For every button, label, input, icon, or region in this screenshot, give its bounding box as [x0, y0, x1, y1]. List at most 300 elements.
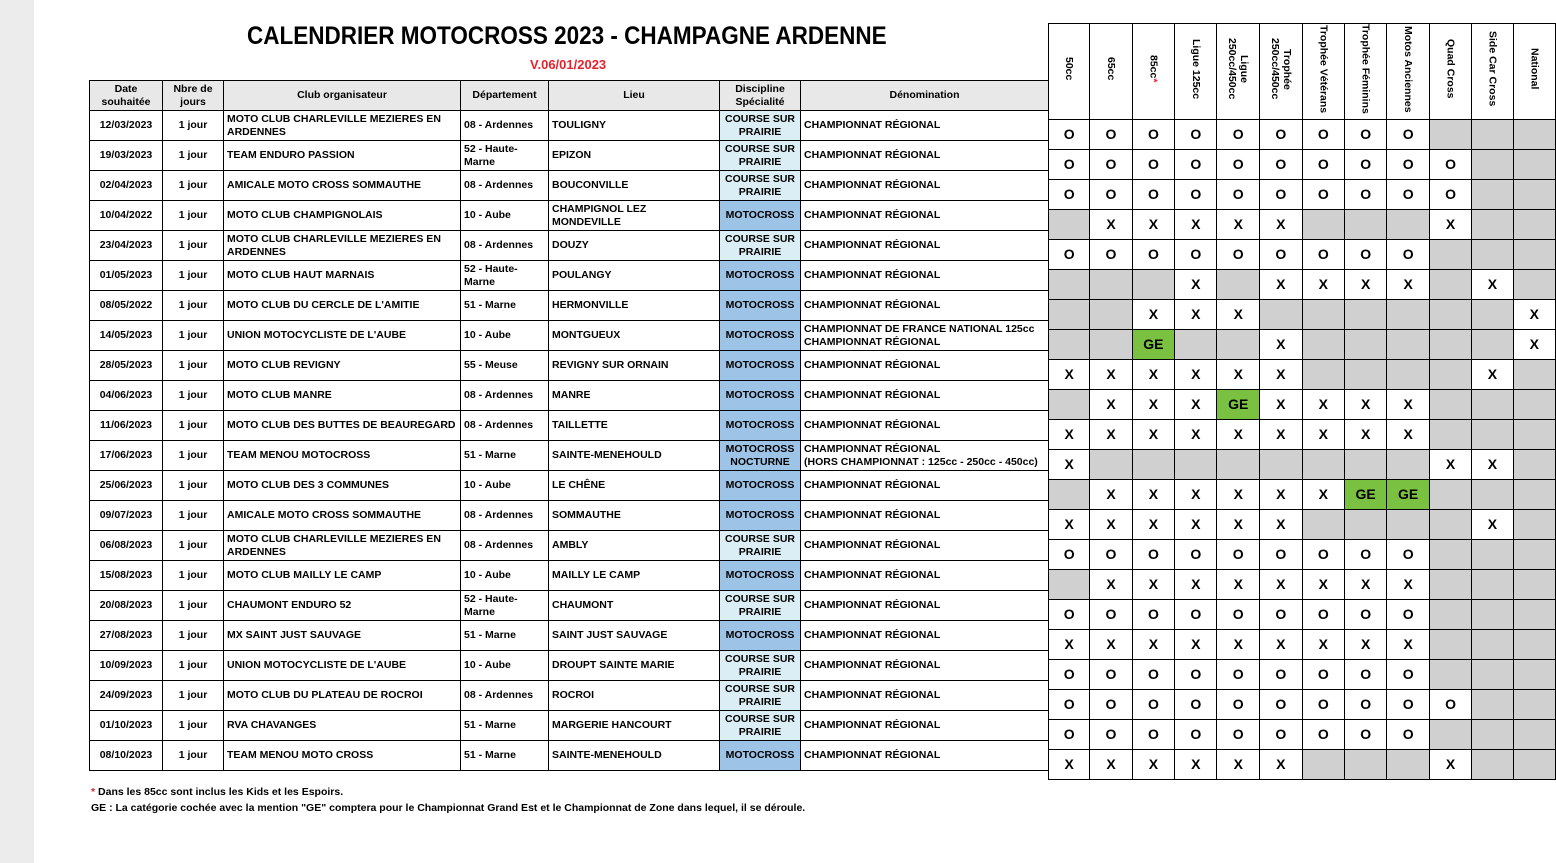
category-cell: X	[1132, 389, 1175, 419]
category-cell-empty	[1260, 299, 1303, 329]
page-title: CALENDRIER MOTOCROSS 2023 - CHAMPAGNE ARDENNE	[247, 22, 887, 50]
club-cell: MOTO CLUB DES BUTTES DE BEAUREGARD	[224, 411, 461, 441]
jours-cell: 1 jour	[163, 681, 224, 711]
header-departement: Département	[461, 81, 549, 111]
category-cell: X	[1049, 749, 1090, 779]
category-cell: X	[1260, 569, 1303, 599]
category-cell: O	[1260, 539, 1303, 569]
club-cell: UNION MOTOCYCLISTE DE L'AUBE	[224, 651, 461, 681]
jours-cell: 1 jour	[163, 261, 224, 291]
club-cell: MOTO CLUB DES 3 COMMUNES	[224, 471, 461, 501]
category-cell-empty	[1132, 449, 1175, 479]
category-cell: O	[1302, 719, 1344, 749]
category-cell: O	[1387, 659, 1430, 689]
category-cell: GE	[1217, 389, 1260, 419]
discipline-cell: MOTOCROSS	[720, 291, 801, 321]
category-cell: X	[1472, 359, 1513, 389]
category-cell: X	[1132, 509, 1175, 539]
denomination-cell: CHAMPIONNAT DE FRANCE NATIONAL 125cc CHAMPIONNAT RÉGIONAL	[801, 321, 1049, 351]
header-date: Date souhaitée	[90, 81, 163, 111]
category-cell: X	[1090, 749, 1132, 779]
lieu-cell: TOULIGNY	[549, 111, 720, 141]
category-header	[1260, 24, 1303, 120]
category-cell-empty	[1049, 389, 1090, 419]
category-cell: X	[1260, 359, 1303, 389]
table-row	[90, 261, 1049, 291]
lieu-cell: REVIGNY SUR ORNAIN	[549, 351, 720, 381]
category-cell: O	[1090, 179, 1132, 209]
lieu-cell: CHAUMONT	[549, 591, 720, 621]
category-cell: X	[1175, 389, 1217, 419]
category-row	[1049, 629, 1556, 659]
category-cell: X	[1175, 419, 1217, 449]
category-cell: O	[1217, 149, 1260, 179]
discipline-cell: COURSE SUR PRAIRIE	[720, 711, 801, 741]
category-cell: X	[1132, 749, 1175, 779]
discipline-cell: MOTOCROSS	[720, 261, 801, 291]
category-cell: O	[1302, 659, 1344, 689]
category-cell: X	[1429, 449, 1471, 479]
category-cell: O	[1175, 719, 1217, 749]
category-cell: X	[1260, 389, 1303, 419]
discipline-cell: MOTOCROSS	[720, 351, 801, 381]
category-cell-empty	[1429, 599, 1471, 629]
category-cell: O	[1217, 539, 1260, 569]
category-row	[1049, 539, 1556, 569]
category-label	[1445, 39, 1457, 99]
category-cell: X	[1472, 509, 1513, 539]
discipline-cell: COURSE SUR PRAIRIE	[720, 651, 801, 681]
discipline-cell: MOTOCROSS	[720, 411, 801, 441]
departement-cell: 10 - Aube	[461, 651, 549, 681]
category-cell-empty	[1513, 269, 1555, 299]
category-cell: X	[1090, 569, 1132, 599]
lieu-cell: DROUPT SAINTE MARIE	[549, 651, 720, 681]
category-cell-empty	[1429, 509, 1471, 539]
category-label	[1147, 55, 1159, 82]
category-row	[1049, 719, 1556, 749]
category-cell-empty	[1513, 359, 1555, 389]
category-row	[1049, 329, 1556, 359]
category-label	[1402, 26, 1414, 113]
category-label	[1528, 48, 1540, 89]
category-cell: O	[1260, 599, 1303, 629]
category-row	[1049, 119, 1556, 149]
category-cell: X	[1260, 419, 1303, 449]
category-header	[1513, 24, 1555, 120]
category-body	[1049, 119, 1556, 779]
category-cell-empty	[1049, 329, 1090, 359]
category-cell: X	[1175, 629, 1217, 659]
date-cell: 10/04/2022	[90, 201, 163, 231]
category-cell-empty	[1344, 449, 1387, 479]
category-cell: X	[1387, 389, 1430, 419]
footnote-85cc	[91, 786, 805, 798]
category-cell: X	[1217, 749, 1260, 779]
category-cell-empty	[1513, 509, 1555, 539]
club-cell: MOTO CLUB CHARLEVILLE MEZIERES EN ARDENNES	[224, 531, 461, 561]
category-label-text: Side Car Cross	[1486, 31, 1499, 107]
category-row	[1049, 179, 1556, 209]
category-cell-empty	[1344, 299, 1387, 329]
category-cell: X	[1217, 509, 1260, 539]
category-cell: O	[1302, 179, 1344, 209]
category-cell: X	[1090, 479, 1132, 509]
table-row	[90, 141, 1049, 171]
club-cell: AMICALE MOTO CROSS SOMMAUTHE	[224, 171, 461, 201]
category-cell: X	[1049, 359, 1090, 389]
category-cell: X	[1175, 569, 1217, 599]
category-cell: X	[1472, 449, 1513, 479]
category-cell: X	[1132, 209, 1175, 239]
category-cell: O	[1175, 149, 1217, 179]
departement-cell: 08 - Ardennes	[461, 501, 549, 531]
departement-cell: 51 - Marne	[461, 711, 549, 741]
category-cell: X	[1175, 359, 1217, 389]
category-label-text: 50cc	[1063, 57, 1076, 81]
category-cell: X	[1302, 389, 1344, 419]
lieu-cell: MAILLY LE CAMP	[549, 561, 720, 591]
denomination-cell: CHAMPIONNAT RÉGIONAL (HORS CHAMPIONNAT : 125cc - 250cc - 450cc)	[801, 441, 1049, 471]
category-label	[1190, 39, 1202, 99]
category-cell: X	[1344, 569, 1387, 599]
category-row	[1049, 209, 1556, 239]
date-cell: 15/08/2023	[90, 561, 163, 591]
jours-cell: 1 jour	[163, 321, 224, 351]
discipline-cell: MOTOCROSS	[720, 381, 801, 411]
category-cell-empty	[1513, 479, 1555, 509]
jours-cell: 1 jour	[163, 651, 224, 681]
category-cell: O	[1049, 119, 1090, 149]
category-cell: X	[1090, 419, 1132, 449]
category-cell-empty	[1302, 749, 1344, 779]
category-cell-empty	[1049, 299, 1090, 329]
category-cell-empty	[1429, 299, 1471, 329]
category-cell: X	[1217, 479, 1260, 509]
category-cell-empty	[1472, 179, 1513, 209]
category-cell-empty	[1344, 509, 1387, 539]
category-cell: O	[1132, 689, 1175, 719]
category-row	[1049, 149, 1556, 179]
category-cell-empty	[1472, 479, 1513, 509]
category-cell-empty	[1429, 359, 1471, 389]
category-cell: O	[1090, 599, 1132, 629]
category-cell: O	[1175, 179, 1217, 209]
departement-cell: 10 - Aube	[461, 471, 549, 501]
category-cell-empty	[1344, 359, 1387, 389]
category-cell-empty	[1344, 209, 1387, 239]
category-row	[1049, 239, 1556, 269]
category-cell: O	[1387, 689, 1430, 719]
category-header	[1217, 24, 1260, 120]
category-cell: X	[1175, 509, 1217, 539]
category-cell: O	[1090, 659, 1132, 689]
date-cell: 01/10/2023	[90, 711, 163, 741]
category-cell: O	[1260, 239, 1303, 269]
category-cell-empty	[1472, 689, 1513, 719]
date-cell: 02/04/2023	[90, 171, 163, 201]
category-cell-empty	[1344, 749, 1387, 779]
category-cell: X	[1387, 419, 1430, 449]
category-cell: O	[1090, 719, 1132, 749]
category-cell-empty	[1217, 329, 1260, 359]
category-cell: O	[1260, 659, 1303, 689]
calendar-body	[90, 111, 1049, 771]
departement-cell: 10 - Aube	[461, 561, 549, 591]
category-cell-empty	[1132, 269, 1175, 299]
category-cell-empty	[1302, 449, 1344, 479]
category-header	[1049, 24, 1090, 120]
category-cell: X	[1302, 569, 1344, 599]
date-cell: 27/08/2023	[90, 621, 163, 651]
departement-cell: 08 - Ardennes	[461, 381, 549, 411]
footnotes	[91, 786, 805, 818]
jours-cell: 1 jour	[163, 561, 224, 591]
category-cell-empty	[1472, 569, 1513, 599]
category-row	[1049, 419, 1556, 449]
denomination-cell: CHAMPIONNAT RÉGIONAL	[801, 291, 1049, 321]
category-header	[1090, 24, 1132, 120]
discipline-cell: MOTOCROSS NOCTURNE	[720, 441, 801, 471]
category-cell: X	[1049, 629, 1090, 659]
jours-cell: 1 jour	[163, 411, 224, 441]
category-cell: O	[1132, 119, 1175, 149]
denomination-cell: CHAMPIONNAT RÉGIONAL	[801, 261, 1049, 291]
lieu-cell: BOUCONVILLE	[549, 171, 720, 201]
category-cell-empty	[1429, 389, 1471, 419]
category-cell: O	[1344, 659, 1387, 689]
category-cell: O	[1344, 119, 1387, 149]
category-cell-empty	[1387, 359, 1430, 389]
category-label-text: Motos Anciennes	[1402, 25, 1415, 113]
departement-cell: 08 - Ardennes	[461, 231, 549, 261]
category-cell: X	[1175, 209, 1217, 239]
category-row	[1049, 569, 1556, 599]
category-cell: O	[1090, 119, 1132, 149]
category-cell: X	[1175, 269, 1217, 299]
category-label-text: 85cc	[1147, 55, 1160, 79]
category-cell-empty	[1387, 329, 1430, 359]
category-header	[1472, 24, 1513, 120]
category-label	[1486, 31, 1498, 106]
category-cell: O	[1175, 539, 1217, 569]
denomination-cell: CHAMPIONNAT RÉGIONAL	[801, 651, 1049, 681]
category-cell: X	[1049, 509, 1090, 539]
category-cell: O	[1217, 239, 1260, 269]
category-cell: O	[1302, 149, 1344, 179]
category-cell: X	[1260, 629, 1303, 659]
date-cell: 12/03/2023	[90, 111, 163, 141]
lieu-cell: POULANGY	[549, 261, 720, 291]
table-row	[90, 621, 1049, 651]
category-row	[1049, 389, 1556, 419]
category-cell-empty	[1513, 689, 1555, 719]
club-cell: UNION MOTOCYCLISTE DE L'AUBE	[224, 321, 461, 351]
category-cell-empty	[1090, 269, 1132, 299]
category-cell-empty	[1429, 329, 1471, 359]
table-row	[90, 381, 1049, 411]
category-cell-empty	[1049, 269, 1090, 299]
category-cell: X	[1217, 419, 1260, 449]
category-cell: X	[1132, 299, 1175, 329]
version-label: V.06/01/2023	[530, 57, 607, 72]
club-cell: MOTO CLUB MANRE	[224, 381, 461, 411]
departement-cell: 08 - Ardennes	[461, 681, 549, 711]
departement-cell: 51 - Marne	[461, 291, 549, 321]
jours-cell: 1 jour	[163, 141, 224, 171]
category-table	[1048, 23, 1556, 780]
discipline-cell: MOTOCROSS	[720, 741, 801, 771]
category-cell-empty	[1472, 539, 1513, 569]
category-cell-empty	[1387, 299, 1430, 329]
jours-cell: 1 jour	[163, 711, 224, 741]
calendar-table	[89, 80, 1049, 771]
date-cell: 10/09/2023	[90, 651, 163, 681]
lieu-cell: EPIZON	[549, 141, 720, 171]
departement-cell: 52 - Haute-Marne	[461, 141, 549, 171]
category-cell: X	[1302, 479, 1344, 509]
denomination-cell: CHAMPIONNAT RÉGIONAL	[801, 531, 1049, 561]
lieu-cell: SAINTE-MENEHOULD	[549, 741, 720, 771]
denomination-cell: CHAMPIONNAT RÉGIONAL	[801, 711, 1049, 741]
category-label-text: Ligue 125cc	[1189, 38, 1202, 99]
denomination-cell: CHAMPIONNAT RÉGIONAL	[801, 141, 1049, 171]
departement-cell: 10 - Aube	[461, 201, 549, 231]
category-cell: X	[1049, 449, 1090, 479]
category-cell-empty	[1387, 209, 1430, 239]
date-cell: 19/03/2023	[90, 141, 163, 171]
category-cell-empty	[1472, 149, 1513, 179]
category-cell: O	[1090, 239, 1132, 269]
category-cell-empty	[1429, 239, 1471, 269]
discipline-cell: COURSE SUR PRAIRIE	[720, 141, 801, 171]
category-cell: X	[1132, 479, 1175, 509]
category-cell: X	[1387, 569, 1430, 599]
category-cell: O	[1344, 149, 1387, 179]
table-row	[90, 561, 1049, 591]
lieu-cell: CHAMPIGNOL LEZ MONDEVILLE	[549, 201, 720, 231]
club-cell: MOTO CLUB DU CERCLE DE L'AMITIE	[224, 291, 461, 321]
table-row	[90, 111, 1049, 141]
category-cell: O	[1344, 239, 1387, 269]
category-cell: O	[1090, 149, 1132, 179]
discipline-cell: MOTOCROSS	[720, 471, 801, 501]
departement-cell: 08 - Ardennes	[461, 531, 549, 561]
club-cell: MX SAINT JUST SAUVAGE	[224, 621, 461, 651]
discipline-cell: MOTOCROSS	[720, 561, 801, 591]
category-cell-empty	[1049, 569, 1090, 599]
table-row	[90, 171, 1049, 201]
category-cell: O	[1344, 719, 1387, 749]
lieu-cell: LE CHÊNE	[549, 471, 720, 501]
category-cell: O	[1387, 179, 1430, 209]
table-row	[90, 201, 1049, 231]
departement-cell: 51 - Marne	[461, 441, 549, 471]
footnote-ge: GE : La catégorie cochée avec la mention "GE" comptera pour le Championnat Grand Est et le Championnat de Zone dans lequel, il se déroule.	[91, 802, 806, 814]
category-label-text: Trophée Féminins	[1359, 24, 1372, 114]
header-discipline: Discipline Spécialité	[720, 81, 801, 111]
category-cell: O	[1175, 599, 1217, 629]
discipline-cell: COURSE SUR PRAIRIE	[720, 231, 801, 261]
category-cell-empty	[1513, 599, 1555, 629]
table-row	[90, 711, 1049, 741]
discipline-cell: COURSE SUR PRAIRIE	[720, 531, 801, 561]
category-cell-empty	[1513, 749, 1555, 779]
category-cell: O	[1387, 119, 1430, 149]
category-cell-empty	[1429, 419, 1471, 449]
lieu-cell: SAINT JUST SAUVAGE	[549, 621, 720, 651]
category-cell-empty	[1387, 509, 1430, 539]
category-cell: O	[1175, 659, 1217, 689]
category-cell-empty	[1387, 749, 1430, 779]
category-cell: X	[1175, 749, 1217, 779]
category-cell: X	[1132, 569, 1175, 599]
table-row	[90, 681, 1049, 711]
category-cell-empty	[1513, 659, 1555, 689]
category-cell: X	[1260, 269, 1303, 299]
category-label-text: Trophée Vétérans	[1317, 24, 1330, 113]
category-cell: O	[1132, 599, 1175, 629]
category-cell: O	[1217, 719, 1260, 749]
table-row	[90, 501, 1049, 531]
category-header	[1132, 24, 1175, 120]
jours-cell: 1 jour	[163, 291, 224, 321]
departement-cell: 51 - Marne	[461, 621, 549, 651]
category-cell: O	[1217, 119, 1260, 149]
lieu-cell: AMBLY	[549, 531, 720, 561]
category-cell: O	[1049, 149, 1090, 179]
denomination-cell: CHAMPIONNAT RÉGIONAL	[801, 171, 1049, 201]
table-row	[90, 351, 1049, 381]
discipline-cell: MOTOCROSS	[720, 621, 801, 651]
category-label	[1105, 57, 1117, 80]
category-cell: X	[1302, 269, 1344, 299]
category-cell: X	[1217, 629, 1260, 659]
denomination-cell: CHAMPIONNAT RÉGIONAL	[801, 561, 1049, 591]
category-header	[1387, 24, 1430, 120]
discipline-cell: COURSE SUR PRAIRIE	[720, 591, 801, 621]
departement-cell: 55 - Meuse	[461, 351, 549, 381]
denomination-cell: CHAMPIONNAT RÉGIONAL	[801, 471, 1049, 501]
denomination-cell: CHAMPIONNAT RÉGIONAL	[801, 111, 1049, 141]
category-cell-empty	[1049, 479, 1090, 509]
category-cell: X	[1132, 629, 1175, 659]
category-cell-empty	[1472, 389, 1513, 419]
lieu-cell: MARGERIE HANCOURT	[549, 711, 720, 741]
jours-cell: 1 jour	[163, 441, 224, 471]
category-cell-empty	[1513, 119, 1555, 149]
date-cell: 01/05/2023	[90, 261, 163, 291]
category-cell-empty	[1513, 629, 1555, 659]
table-row	[90, 411, 1049, 441]
category-cell: X	[1302, 419, 1344, 449]
category-cell-empty	[1472, 119, 1513, 149]
category-cell-empty	[1429, 119, 1471, 149]
category-cell: O	[1049, 239, 1090, 269]
lieu-cell: TAILLETTE	[549, 411, 720, 441]
discipline-cell: MOTOCROSS	[720, 321, 801, 351]
category-cell-empty	[1513, 179, 1555, 209]
category-header-row	[1049, 24, 1556, 120]
category-cell-empty	[1513, 449, 1555, 479]
table-row	[90, 321, 1049, 351]
category-cell: X	[1132, 359, 1175, 389]
category-cell-empty	[1429, 479, 1471, 509]
category-cell: X	[1090, 359, 1132, 389]
category-cell: O	[1302, 119, 1344, 149]
footnote-85cc-text: Dans les 85cc sont inclus les Kids et les Espoirs.	[98, 786, 344, 798]
club-cell: MOTO CLUB HAUT MARNAIS	[224, 261, 461, 291]
